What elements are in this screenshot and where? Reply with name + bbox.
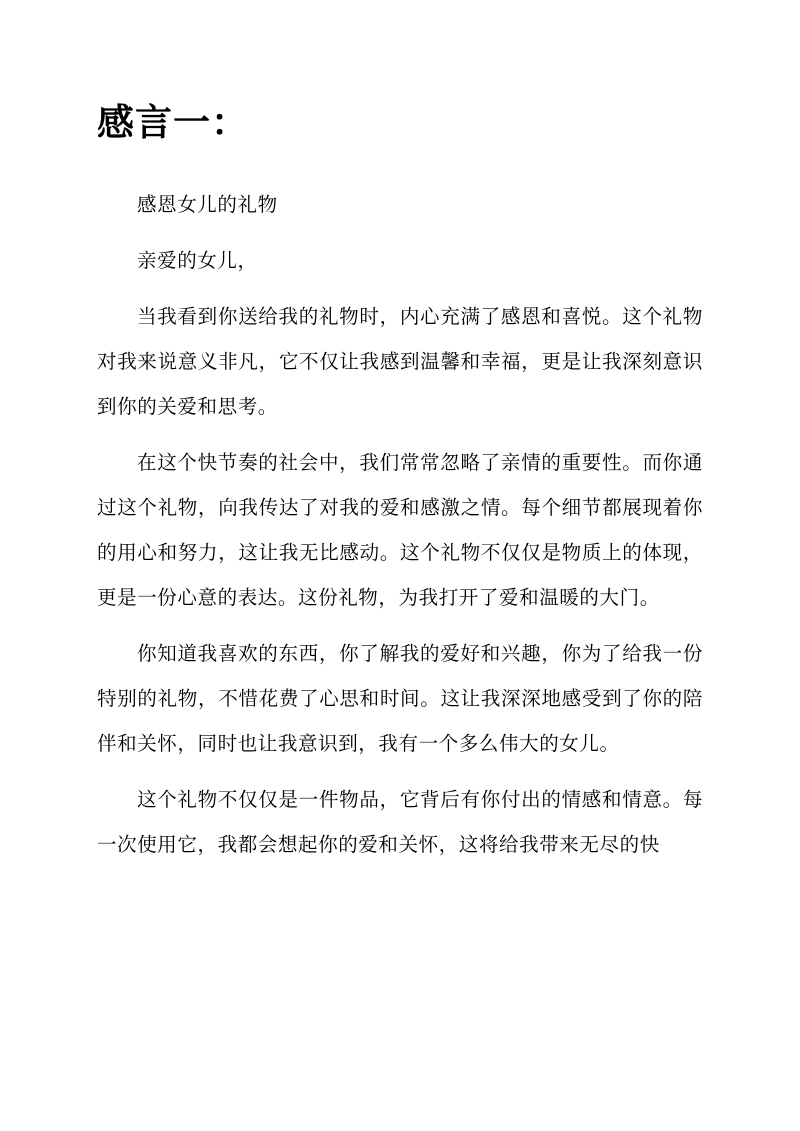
paragraph: 在这个快节奏的社会中，我们常常忽略了亲情的重要性。而你通过这个礼物，向我传达了对我的爱和感激之情。每个细节都展现着你的用心和努力，这让我无比感动。这个礼物不仅仅是物质上的体现，更是一份心意的表达。这份礼物，为我打开了爱和温暖的大门。 bbox=[97, 451, 703, 609]
letter-title: 感恩女儿的礼物 bbox=[137, 193, 278, 216]
paragraph: 当我看到你送给我的礼物时，内心充满了感恩和喜悦。这个礼物对我来说意义非凡，它不仅让我感到温馨和幸福，更是让我深刻意识到你的关爱和思考。 bbox=[97, 305, 703, 418]
letter-salutation: 亲爱的女儿， bbox=[137, 249, 258, 272]
letter-body bbox=[97, 182, 703, 878]
paragraph: 你知道我喜欢的东西，你了解我的爱好和兴趣，你为了给我一份特别的礼物，不惜花费了心思和时间。这让我深深地感受到了你的陪伴和关怀，同时也让我意识到，我有一个多么伟大的女儿。 bbox=[97, 642, 703, 755]
page-heading: 感言一： bbox=[97, 100, 249, 144]
paragraph: 这个礼物不仅仅是一件物品，它背后有你付出的情感和情意。每一次使用它，我都会想起你的爱和关怀，这将给我带来无尽的快 bbox=[97, 788, 703, 856]
